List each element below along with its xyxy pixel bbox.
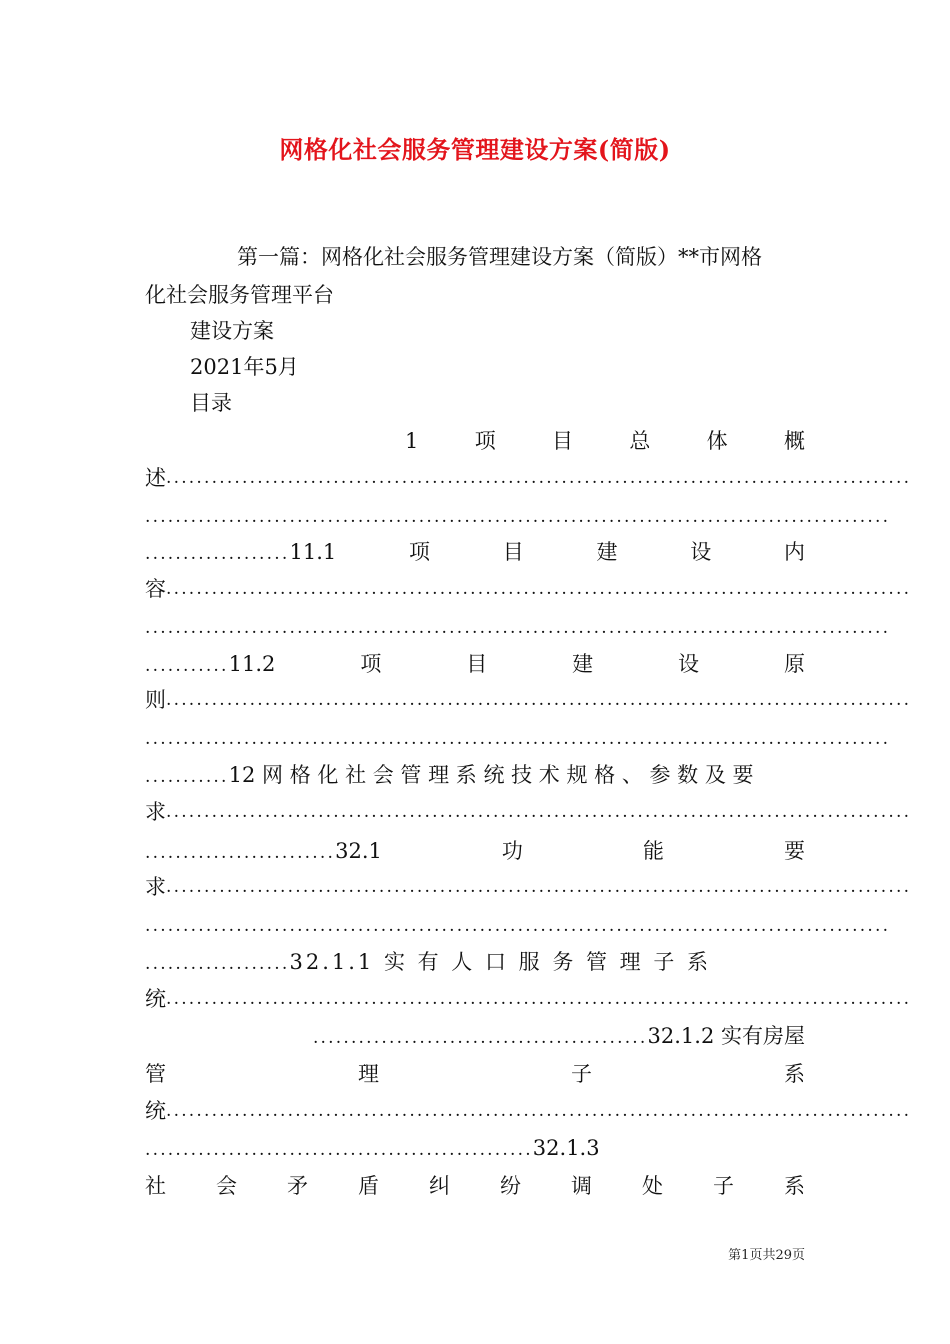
date: 2021年5月 [190,355,299,379]
dot-leader: .................................................................................................. [166,579,912,599]
toc-char: 求 [145,875,166,899]
toc-char: 会 [216,1174,237,1198]
dot-leader: ................... [145,954,290,974]
toc-char: 内 [784,540,805,564]
toc-entry-3-tail [145,686,912,714]
toc-entry-3-head [145,650,805,680]
toc-char: 纷 [500,1174,521,1198]
toc-char: 述 [145,466,166,490]
toc-char: 则 [145,688,166,712]
toc-entry-8-mid [145,1172,805,1200]
dot-leader: ........... [145,767,229,787]
toc-entry-text: 32.1.1 实 有 人 口 服 务 管 理 子 系 [289,950,712,974]
dot-leader: .................................................................................................. [166,690,912,710]
dot-leader: ............................................ [312,1028,648,1048]
toc-char: 原 [783,652,805,676]
dot-leader: .................................................................................................. [166,877,912,897]
toc-char: 概 [783,429,805,453]
toc-char: 处 [642,1174,663,1198]
toc-char: 能 [642,839,664,863]
toc-heading: 目录 [190,391,232,415]
toc-char: 统 [145,987,166,1011]
dot-leader: .................................................................................................. [166,802,912,822]
dot-leader-num: ...................11.1 [145,540,337,564]
dot-leader: .................................................................................................. [145,618,891,638]
toc-char: 系 [784,1062,805,1086]
toc-entry-4-head [145,761,805,791]
toc-char: 建 [596,540,618,564]
toc-entry-7-head [145,1022,805,1052]
dot-leader-num: ...........11.2 [145,652,276,676]
toc-char: 目 [552,429,573,453]
dot-leader: .................................................................................................. [145,507,891,527]
document-title: 网格化社会服务管理建设方案(简版) [279,135,671,164]
toc-char: 理 [358,1062,379,1086]
toc-entry-text: 32.1.3 [532,1136,600,1160]
toc-entry-7-tail [145,1097,912,1125]
toc-char: 纠 [429,1174,450,1198]
toc-entry-text: 32.1.2 实有房屋 [647,1024,805,1048]
toc-char: 社 [145,1174,166,1198]
toc-char: 系 [784,1174,805,1198]
toc-char: 子 [571,1062,592,1086]
toc-char: 统 [145,1099,166,1123]
subtitle: 建设方案 [190,319,274,343]
intro-line-2: 化社会服务管理平台 [145,283,334,307]
intro-line-1: 第一篇：网格化社会服务管理建设方案（简版）**市网格 [237,245,762,269]
toc-entry-5-tail [145,873,912,901]
dot-leader: .................................................................................................. [145,916,891,936]
toc-entry-1-head [405,427,805,455]
toc-char: 项 [474,429,496,453]
toc-entry-5-head [145,837,805,867]
toc-char: 总 [629,429,651,453]
toc-char: 设 [678,652,700,676]
toc-entry-text: 12 网 格 化 社 会 管 理 系 统 技 术 规 格 、 参 数 及 要 [228,763,754,787]
page-number: 第1页共29页 [728,1248,805,1263]
toc-char: 容 [145,577,166,601]
toc-char: 要 [783,839,805,863]
toc-entry-8-head [145,1134,805,1164]
toc-char: 建 [572,652,594,676]
dot-leader: .................................................................................................. [166,1101,912,1121]
toc-entry-2-tail [145,575,912,603]
toc-char: 目 [502,540,524,564]
toc-entry-2-head [145,538,805,568]
dot-leader: .................................................................................................. [166,989,912,1009]
toc-char: 调 [571,1174,592,1198]
toc-char: 求 [145,800,166,824]
toc-entry-1-tail [145,464,912,492]
toc-char: 项 [360,652,382,676]
dot-leader-num: .........................32.1 [145,839,382,863]
toc-char: 1 [405,429,419,453]
dot-leader: .................................................................................................. [145,729,891,749]
toc-char: 功 [501,839,523,863]
toc-entry-6-head [145,948,805,978]
toc-char: 设 [690,540,712,564]
toc-char: 矛 [287,1174,308,1198]
toc-entry-4-tail [145,798,912,826]
toc-char: 盾 [358,1174,379,1198]
toc-char: 管 [145,1062,166,1086]
toc-char: 子 [713,1174,734,1198]
toc-char: 目 [466,652,488,676]
toc-entry-7-mid [145,1060,805,1088]
toc-char: 体 [706,429,728,453]
dot-leader: ................................................... [145,1140,533,1160]
toc-char: 项 [409,540,430,564]
toc-entry-6-tail [145,985,912,1013]
dot-leader: .................................................................................................. [166,468,912,488]
